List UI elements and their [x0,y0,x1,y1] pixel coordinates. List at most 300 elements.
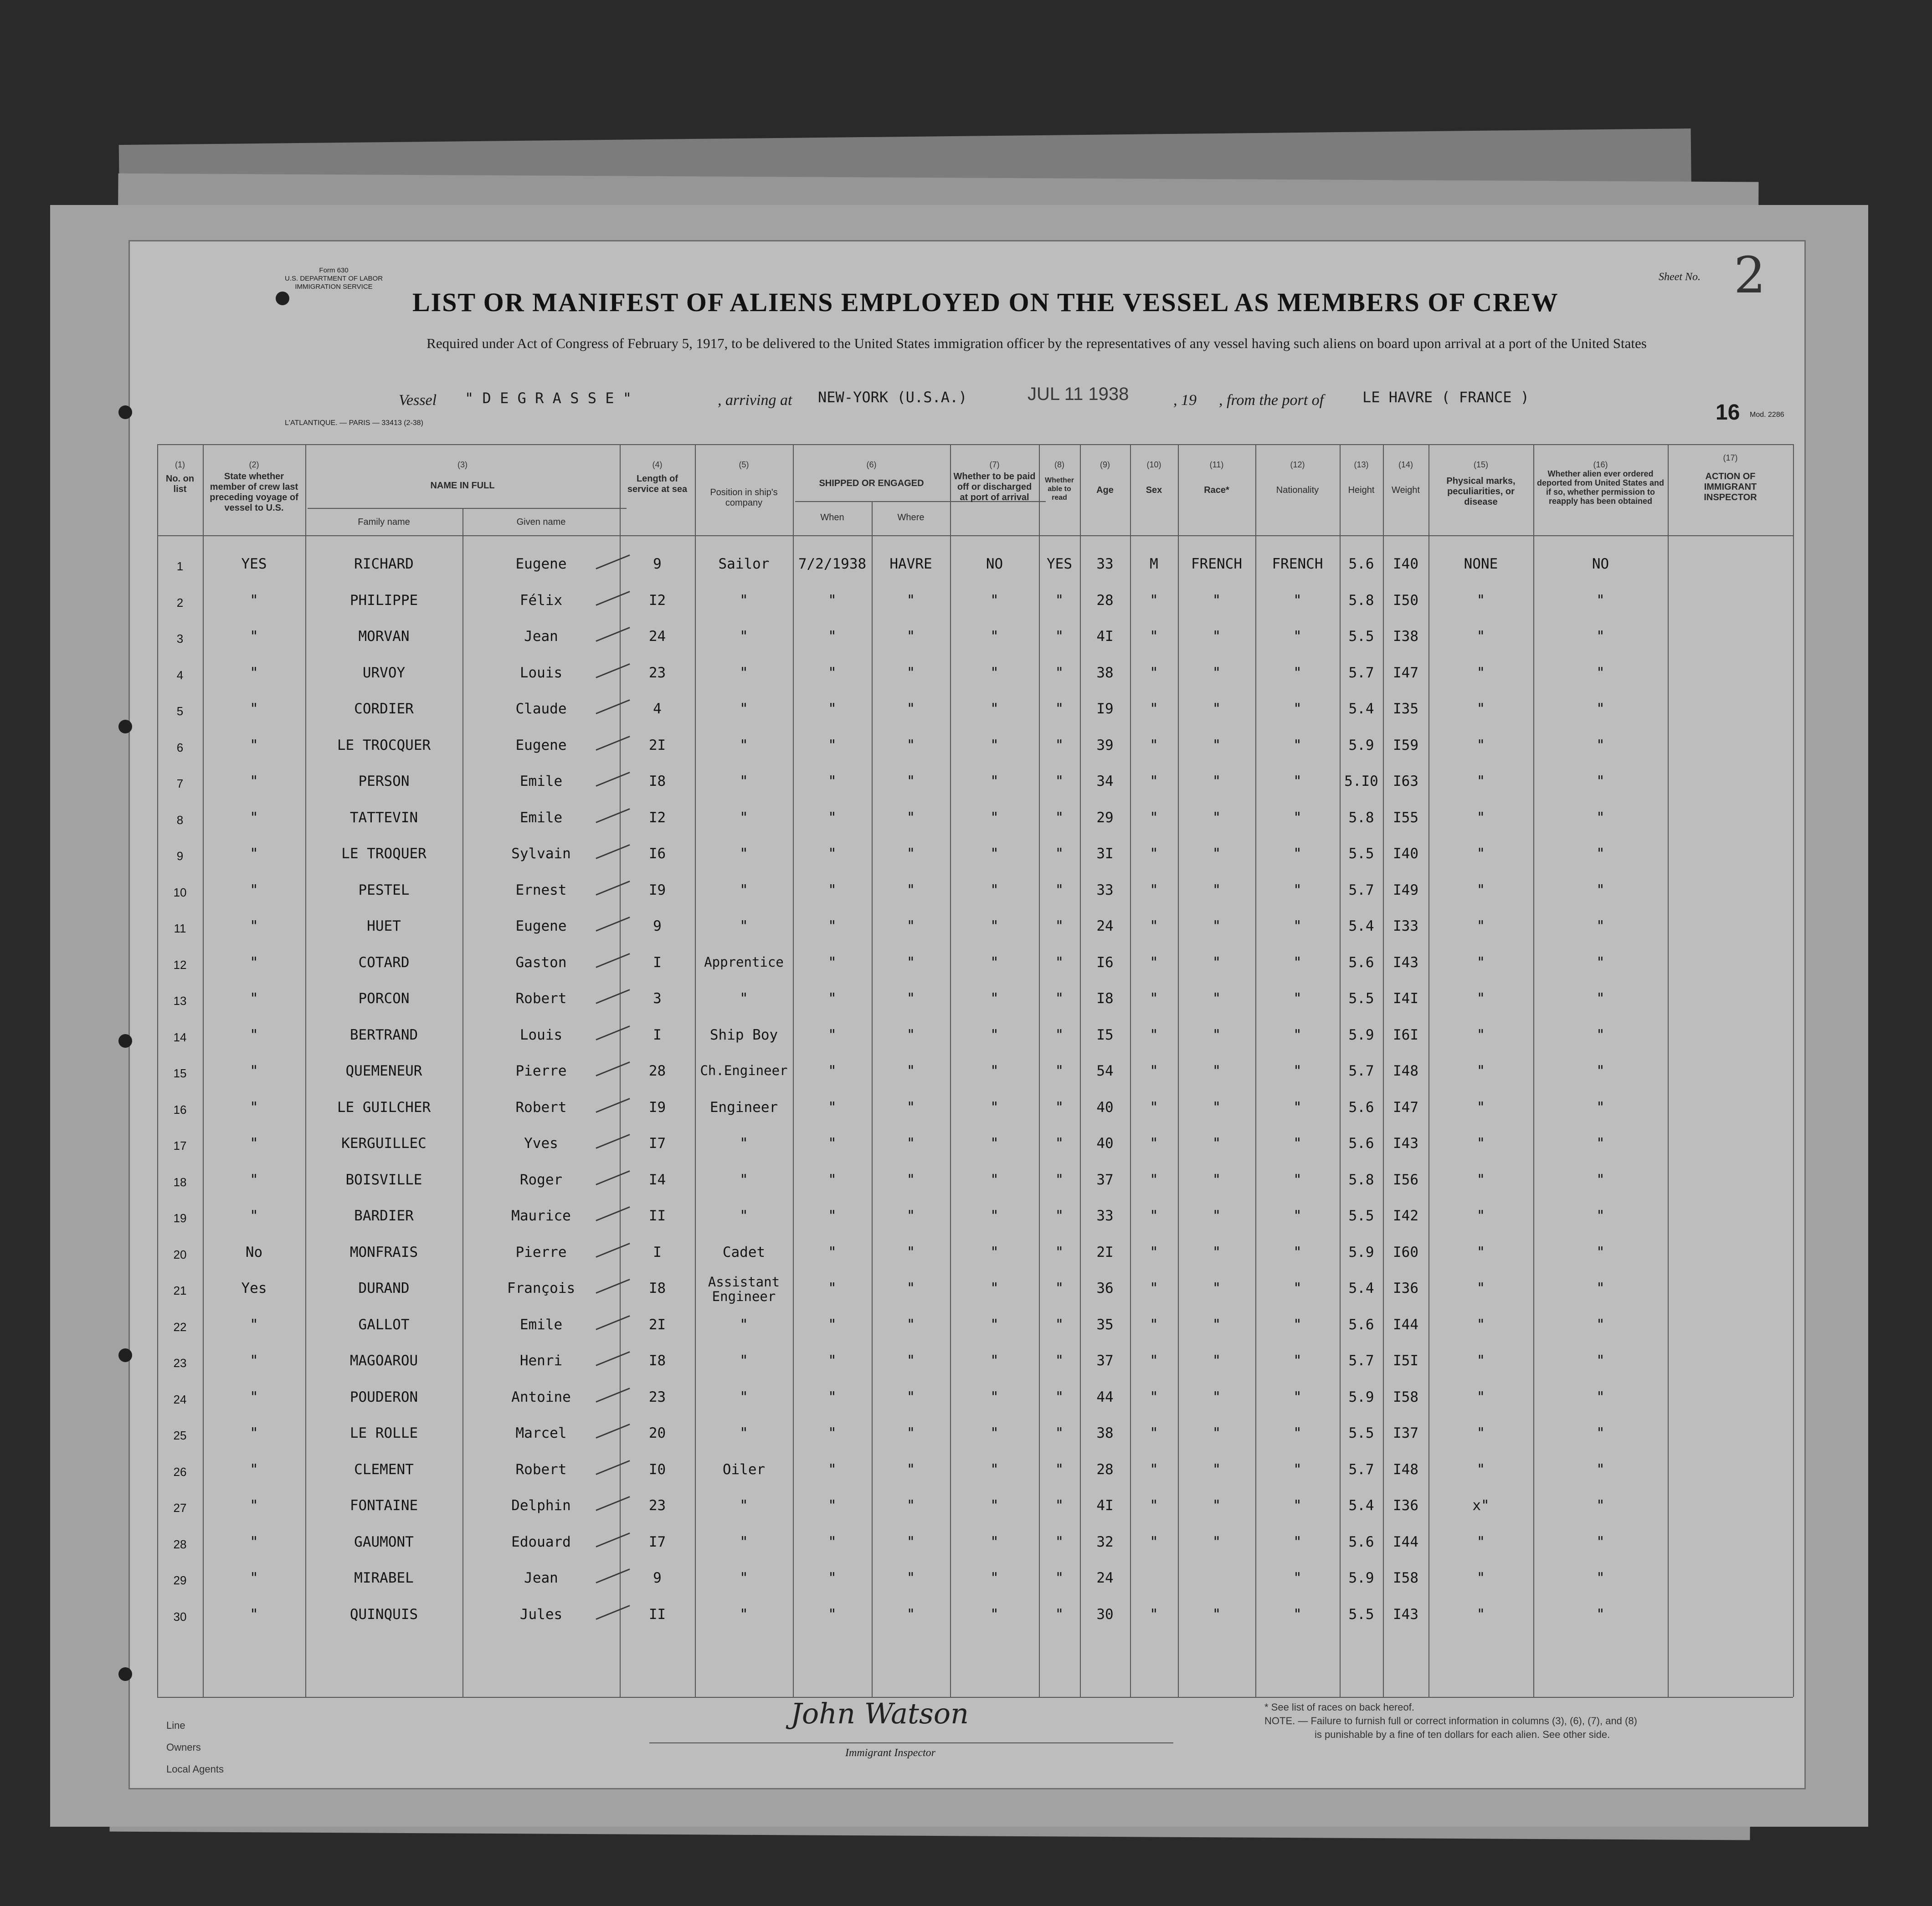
able-to-read: " [1055,1533,1064,1550]
paid-off: " [990,918,999,934]
previous-voyage: " [250,881,258,898]
from-label: , from the port of [1219,392,1324,409]
able-to-read: " [1055,1570,1064,1586]
weight: I40 [1393,845,1418,862]
physical-marks: " [1476,1606,1485,1623]
physical-marks: " [1476,664,1485,681]
given-name: Claude [515,701,567,717]
row-number: 7 [176,777,184,790]
given-name: Emile [519,773,563,789]
shipped-where: " [906,1099,915,1116]
physical-marks: " [1476,1353,1485,1369]
shipped-where: " [906,628,915,645]
service-length: I4 [648,1171,666,1188]
deported: " [1596,1026,1605,1043]
physical-marks: " [1476,1461,1485,1478]
previous-voyage: " [250,1208,258,1224]
nationality: FRENCH [1272,556,1323,572]
deported: NO [1592,556,1609,572]
race: " [1212,1497,1221,1514]
age: 24 [1096,918,1114,934]
table-row [130,954,1804,990]
previous-voyage: " [250,990,258,1007]
col8-number: (8) [1054,460,1064,469]
family-name: RICHARD [354,556,414,572]
physical-marks: " [1476,918,1485,934]
col1-number: (1) [175,460,185,469]
footer-line-label: Line [166,1720,185,1731]
col3-given-header: Given name [516,517,566,527]
nationality: " [1293,1063,1302,1079]
height: 5.6 [1348,1135,1374,1152]
able-to-read: " [1055,918,1064,934]
punch-hole [276,292,289,305]
age: 38 [1096,1425,1114,1441]
age: 3I [1096,845,1114,862]
given-name: Jules [519,1606,563,1623]
nationality: " [1293,773,1302,789]
nationality: " [1293,1497,1302,1514]
paid-off: " [990,1533,999,1550]
nationality: " [1293,1280,1302,1296]
service-length: I [653,954,662,971]
sex: M [1150,556,1158,572]
paid-off: " [990,954,999,971]
weight: I60 [1393,1244,1418,1260]
family-name: PORCON [358,990,410,1007]
able-to-read: " [1055,1135,1064,1152]
sex: " [1150,592,1158,609]
able-to-read: " [1055,1244,1064,1260]
table-row [130,628,1804,664]
sex: " [1150,701,1158,717]
races-note: * See list of races on back hereof. [1264,1701,1414,1713]
previous-voyage: YES [241,556,267,572]
able-to-read: YES [1047,556,1072,572]
nationality: " [1293,1533,1302,1550]
shipped-when: " [828,773,837,789]
fine-note-line2: is punishable by a fine of ten dollars for each alien. See other side. [1315,1729,1610,1740]
deported: " [1596,1063,1605,1079]
weight: I40 [1393,556,1418,572]
table-row [130,1570,1804,1605]
fine-note-line1: NOTE. — Failure to furnish full or correct information in columns (3), (6), (7), and (8) [1264,1715,1637,1727]
col10-number: (10) [1146,460,1161,469]
weight: I50 [1393,592,1418,609]
nationality: " [1293,1099,1302,1116]
family-name: HUET [367,918,401,934]
paid-off: " [990,1208,999,1224]
shipped-where: " [906,1389,915,1405]
deported: " [1596,1570,1605,1586]
race: " [1212,773,1221,789]
service-length: I7 [648,1135,666,1152]
physical-marks: " [1476,1244,1485,1260]
col11-header: Race* [1204,485,1229,495]
position: " [740,918,748,934]
shipped-where: " [906,1208,915,1224]
table-row [130,701,1804,736]
shipped-where: " [906,809,915,826]
position: Ship Boy [709,1026,778,1043]
height: 5.7 [1348,1461,1374,1478]
able-to-read: " [1055,990,1064,1007]
able-to-read: " [1055,1063,1064,1079]
previous-voyage: " [250,954,258,971]
physical-marks: " [1476,990,1485,1007]
col15-header: Physical marks, peculiarities, or disease [1446,476,1516,507]
position: " [740,1135,748,1152]
family-name: LE TROQUER [341,845,426,862]
vessel-label: Vessel [399,392,437,409]
able-to-read: " [1055,954,1064,971]
shipped-when: " [828,1063,837,1079]
family-name: LE GUILCHER [337,1099,431,1116]
able-to-read: " [1055,1497,1064,1514]
height: 5.8 [1348,1171,1374,1188]
race: " [1212,1135,1221,1152]
shipped-where: " [906,592,915,609]
position: " [740,628,748,645]
service-length: 2I [648,737,666,753]
paid-off: " [990,809,999,826]
previous-voyage: " [250,701,258,717]
form-number-block [285,266,383,291]
deported: " [1596,1208,1605,1224]
service-length: 28 [648,1063,666,1079]
age: 44 [1096,1389,1114,1405]
family-name: CORDIER [354,701,414,717]
height: 5.7 [1348,664,1374,681]
physical-marks: " [1476,1063,1485,1079]
nationality: " [1293,954,1302,971]
col7-number: (7) [989,460,1000,469]
position: Apprentice [704,954,784,970]
physical-marks: " [1476,809,1485,826]
deported: " [1596,1533,1605,1550]
physical-marks: " [1476,1389,1485,1405]
height: 5.4 [1348,1497,1374,1514]
able-to-read: " [1055,628,1064,645]
col3-family-header: Family name [358,517,410,527]
service-length: I9 [648,1099,666,1116]
given-name: Edouard [511,1533,571,1550]
form-subtitle: Required under Act of Congress of February 5, 1917, to be delivered to the United States immigration officer by the representatives of any vessel having such aliens on board upon arrival at a port of the United States [426,335,1647,351]
shipped-where: " [906,881,915,898]
shipped-when: " [828,1244,837,1260]
position: Engineer [709,1099,778,1116]
row-number: 18 [173,1175,187,1189]
sex: " [1150,1606,1158,1623]
row-number: 27 [173,1501,187,1515]
service-length: II [648,1208,666,1224]
physical-marks: " [1476,737,1485,753]
shipped-where: " [906,1570,915,1586]
deported: " [1596,1389,1605,1405]
previous-voyage: " [250,1099,258,1116]
paid-off: " [990,1026,999,1043]
sex: " [1150,773,1158,789]
table-row [130,918,1804,953]
col6-where-header: Where [897,512,925,523]
previous-voyage: No [245,1244,263,1260]
physical-marks: " [1476,1425,1485,1441]
sex: " [1150,1099,1158,1116]
position: Sailor [718,556,770,572]
family-name: POUDERON [349,1389,418,1405]
age: 37 [1096,1353,1114,1369]
nationality: " [1293,1606,1302,1623]
row-number: 17 [173,1139,187,1153]
previous-voyage: " [250,1353,258,1369]
nationality: " [1293,592,1302,609]
shipped-when: " [828,592,837,609]
position: " [740,1171,748,1188]
shipped-where: " [906,918,915,934]
previous-voyage: " [250,664,258,681]
weight: I56 [1393,1171,1418,1188]
paid-off: " [990,628,999,645]
weight: I47 [1393,664,1418,681]
previous-voyage: " [250,918,258,934]
form-title: LIST OR MANIFEST OF ALIENS EMPLOYED ON THE VESSEL AS MEMBERS OF CREW [412,287,1559,317]
race: FRENCH [1191,556,1242,572]
sex: " [1150,881,1158,898]
position: " [740,1606,748,1623]
shipped-when: " [828,1461,837,1478]
given-name: Roger [519,1171,563,1188]
able-to-read: " [1055,1353,1064,1369]
family-name: PHILIPPE [349,592,418,609]
physical-marks: " [1476,1026,1485,1043]
position: " [740,737,748,753]
family-name: GAUMONT [354,1533,414,1550]
shipped-when: " [828,809,837,826]
shipped-when: " [828,1316,837,1333]
deported: " [1596,1461,1605,1478]
col9-number: (9) [1100,460,1110,469]
given-name: Emile [519,809,563,826]
weight: I49 [1393,881,1418,898]
weight: I55 [1393,809,1418,826]
able-to-read: " [1055,881,1064,898]
shipped-where: " [906,1533,915,1550]
weight: I43 [1393,1606,1418,1623]
age: 28 [1096,1461,1114,1478]
previous-voyage: " [250,1389,258,1405]
deported: " [1596,1135,1605,1152]
sex: " [1150,1244,1158,1260]
previous-voyage: " [250,1461,258,1478]
shipped-where: " [906,1026,915,1043]
paid-off: " [990,881,999,898]
position: " [740,809,748,826]
model-number: Mod. 2286 [1750,411,1784,419]
row-number: 15 [173,1066,187,1080]
family-name: CLEMENT [354,1461,414,1478]
given-name: Robert [515,1099,567,1116]
previous-voyage: " [250,628,258,645]
shipped-where: " [906,954,915,971]
col7-header: Whether to be paid off or discharged at port of arrival [953,471,1036,502]
table-row [130,665,1804,700]
service-length: I0 [648,1461,666,1478]
col15-number: (15) [1473,460,1488,469]
race: " [1212,845,1221,862]
service-length: I9 [648,881,666,898]
sex: " [1150,628,1158,645]
given-name: Louis [519,1026,563,1043]
row-number: 16 [173,1102,187,1117]
col5-number: (5) [739,460,749,469]
weight: I43 [1393,954,1418,971]
race: " [1212,1171,1221,1188]
able-to-read: " [1055,845,1064,862]
age: 4I [1096,628,1114,645]
shipped-when: " [828,1570,837,1586]
age: 33 [1096,1208,1114,1224]
deported: " [1596,1244,1605,1260]
nationality: " [1293,664,1302,681]
table-row [130,845,1804,881]
given-name: Jean [524,1570,558,1586]
nationality: " [1293,1026,1302,1043]
position: " [740,1208,748,1224]
shipped-where: " [906,1280,915,1296]
paid-off: " [990,1461,999,1478]
given-name: Henri [519,1353,563,1369]
shipped-when: " [828,701,837,717]
previous-voyage: " [250,1026,258,1043]
age: 54 [1096,1063,1114,1079]
able-to-read: " [1055,701,1064,717]
service-length: 24 [648,628,666,645]
sheet-label: Sheet No. [1659,271,1701,283]
age: 4I [1096,1497,1114,1514]
row-number: 13 [173,994,187,1008]
sex: " [1150,1533,1158,1550]
weight: I36 [1393,1280,1418,1296]
deported: " [1596,1606,1605,1623]
height: 5.5 [1348,1208,1374,1224]
nationality: " [1293,1244,1302,1260]
deported: " [1596,990,1605,1007]
age: I6 [1096,954,1114,971]
family-name: LE ROLLE [349,1425,418,1441]
given-name: Robert [515,1461,567,1478]
sex: " [1150,1280,1158,1296]
physical-marks: " [1476,628,1485,645]
age: 35 [1096,1316,1114,1333]
service-length: I2 [648,592,666,609]
paid-off: " [990,1171,999,1188]
previous-voyage: " [250,592,258,609]
age: 29 [1096,809,1114,826]
height: 5.7 [1348,1353,1374,1369]
family-name: DURAND [358,1280,410,1296]
race: " [1212,1244,1221,1260]
row-number: 14 [173,1030,187,1044]
shipped-when: " [828,1280,837,1296]
service-length: I8 [648,1280,666,1296]
col2-header: State whether member of crew last preceding voyage of vessel to U.S. [210,471,298,513]
sex: " [1150,1425,1158,1441]
able-to-read: " [1055,1461,1064,1478]
position: " [740,881,748,898]
col13-number: (13) [1354,460,1369,469]
height: 5.6 [1348,1533,1374,1550]
height: 5.5 [1348,990,1374,1007]
paid-off: " [990,737,999,753]
able-to-read: " [1055,1425,1064,1441]
manifest-sheet [130,241,1804,1788]
paid-off: " [990,1099,999,1116]
previous-voyage: " [250,809,258,826]
position: " [740,1533,748,1550]
height: 5.I0 [1344,773,1378,789]
given-name: François [507,1280,575,1296]
weight: I58 [1393,1389,1418,1405]
shipped-when: " [828,1099,837,1116]
table-row [130,1063,1804,1098]
given-name: Eugene [515,918,567,934]
physical-marks: " [1476,845,1485,862]
family-name: PESTEL [358,881,410,898]
age: 34 [1096,773,1114,789]
race: " [1212,1461,1221,1478]
able-to-read: " [1055,664,1064,681]
height: 5.9 [1348,1570,1374,1586]
paid-off: " [990,1425,999,1441]
deported: " [1596,701,1605,717]
height: 5.6 [1348,954,1374,971]
deported: " [1596,1316,1605,1333]
given-name: Eugene [515,556,567,572]
table-row [130,1461,1804,1497]
position: " [740,1570,748,1586]
paid-off: " [990,592,999,609]
physical-marks: " [1476,773,1485,789]
sex: " [1150,1497,1158,1514]
physical-marks: " [1476,1099,1485,1116]
paid-off: NO [986,556,1003,572]
vessel-name: " D E G R A S S E " [465,389,632,407]
family-name: MORVAN [358,628,410,645]
physical-marks: " [1476,1135,1485,1152]
printer-line: L'ATLANTIQUE. — PARIS — 33413 (2-38) [285,419,423,427]
paid-off: " [990,1570,999,1586]
position: " [740,1425,748,1441]
given-name: Marcel [515,1425,567,1441]
col12-header: Nationality [1276,485,1319,495]
col6-number: (6) [866,460,877,469]
weight: I48 [1393,1461,1418,1478]
nationality: " [1293,918,1302,934]
row-number: 22 [173,1320,187,1334]
previous-voyage: " [250,1533,258,1550]
previous-voyage: " [250,1606,258,1623]
race: " [1212,1389,1221,1405]
able-to-read: " [1055,737,1064,753]
previous-voyage: Yes [241,1280,267,1296]
race: " [1212,1099,1221,1116]
weight: I44 [1393,1316,1418,1333]
col14-number: (14) [1398,460,1413,469]
shipped-when: " [828,737,837,753]
able-to-read: " [1055,1208,1064,1224]
service-length: II [648,1606,666,1623]
position: " [740,1353,748,1369]
